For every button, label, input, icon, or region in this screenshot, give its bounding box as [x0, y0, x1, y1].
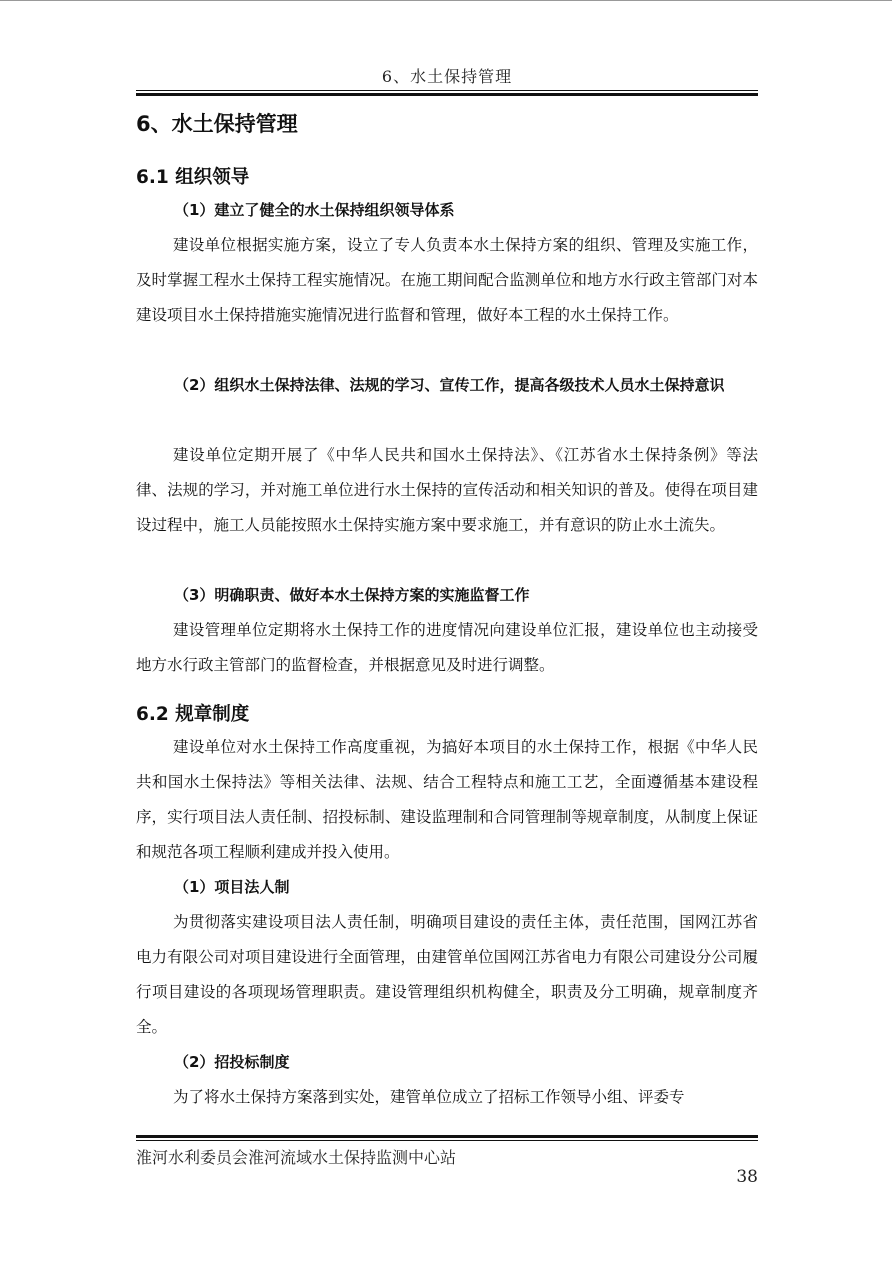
chapter-title: 6、水土保持管理	[136, 112, 298, 136]
section-6-2-item-1-paragraph: 为贯彻落实建设项目法人责任制，明确项目建设的责任主体，责任范围，国网江苏省电力有限公司对项目建设进行全面管理，由建管单位国网江苏省电力有限公司建设分公司履行项目建设的各项现场管理职责。建设管理组织机构健全，职责及分工明确，规章制度齐全。	[136, 913, 758, 1036]
page-top-border	[0, 0, 892, 1]
section-6-1-item-1-heading: （1）建立了健全的水土保持组织领导体系	[174, 201, 455, 219]
section-6-1-item-3-paragraph: 建设管理单位定期将水土保持工作的进度情况向建设单位汇报，建设单位也主动接受地方水行政主管部门的监督检查，并根据意见及时进行调整。	[136, 621, 758, 674]
section-6-1-item-1-paragraph: 建设单位根据实施方案，设立了专人负责本水土保持方案的组织、管理及实施工作，及时掌握工程水土保持工程实施情况。在施工期间配合监测单位和地方水行政主管部门对本建设项目水土保持措施实施情况进行监督和管理，做好本工程的水土保持工作。	[136, 236, 758, 324]
footer-organization: 淮河水利委员会淮河流域水土保持监测中心站	[136, 1148, 457, 1167]
section-6-1-title: 6.1 组织领导	[136, 167, 250, 188]
section-6-2-item-1-heading: （1）项目法人制	[174, 878, 290, 896]
page-number: 38	[736, 1167, 758, 1187]
section-6-1-item-3-heading: （3）明确职责、做好本水土保持方案的实施监督工作	[174, 586, 530, 604]
section-6-1-item-2-heading: （2）组织水土保持法律、法规的学习、宣传工作，提高各级技术人员水土保持意识	[174, 376, 725, 394]
section-6-2-item-2-heading: （2）招投标制度	[174, 1053, 290, 1071]
running-header: 6、水土保持管理	[381, 67, 513, 86]
header-double-rule	[136, 90, 758, 96]
footer-double-rule	[136, 1135, 758, 1141]
section-6-2-title: 6.2 规章制度	[136, 704, 250, 725]
section-6-1-item-2-paragraph: 建设单位定期开展了《中华人民共和国水土保持法》、《江苏省水土保持条例》等法律、法规的学习，并对施工单位进行水土保持的宣传活动和相关知识的普及。使得在项目建设过程中，施工人员能按照水土保持实施方案中要求施工，并有意识的防止水土流失。	[136, 446, 758, 534]
section-6-2-intro-paragraph: 建设单位对水土保持工作高度重视，为搞好本项目的水土保持工作，根据《中华人民共和国水土保持法》等相关法律、法规、结合工程特点和施工工艺，全面遵循基本建设程序，实行项目法人责任制、招投标制、建设监理制和合同管理制等规章制度，从制度上保证和规范各项工程顺利建成并投入使用。	[136, 738, 758, 861]
section-6-2-item-2-paragraph: 为了将水土保持方案落到实处，建管单位成立了招标工作领导小组、评委专	[173, 1088, 685, 1106]
